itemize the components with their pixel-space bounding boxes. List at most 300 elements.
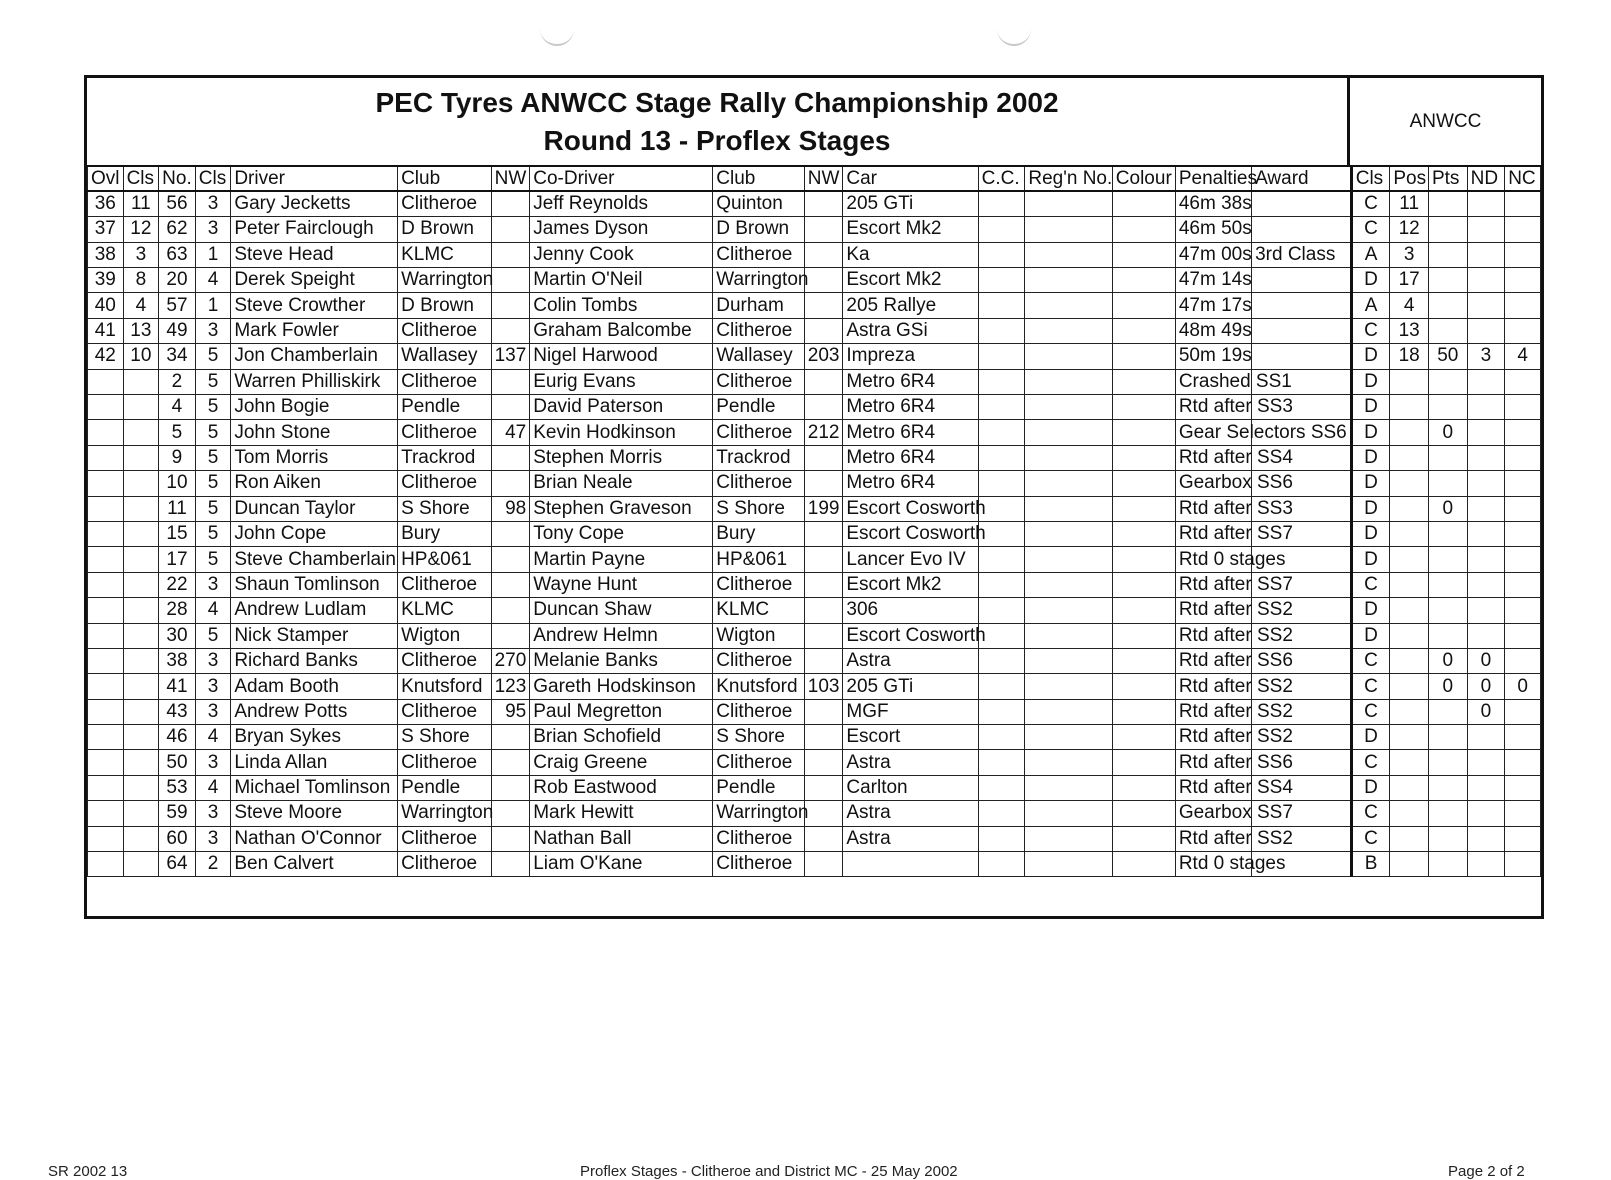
table-cell: Clitheroe xyxy=(398,852,492,877)
table-cell xyxy=(1112,521,1175,546)
table-cell xyxy=(1505,496,1541,521)
table-cell xyxy=(1390,623,1429,648)
table-cell: Steve Head xyxy=(231,242,398,267)
table-cell: 3 xyxy=(195,699,231,724)
table-cell xyxy=(1390,471,1429,496)
table-cell: 42 xyxy=(88,344,124,369)
table-cell: John Cope xyxy=(231,521,398,546)
table-cell: Clitheroe xyxy=(713,471,805,496)
column-header: Cls xyxy=(123,166,159,191)
table-cell xyxy=(123,572,159,597)
table-cell: Clitheroe xyxy=(398,750,492,775)
table-cell: Metro 6R4 xyxy=(843,471,978,496)
table-cell: S Shore xyxy=(713,725,805,750)
table-cell: Steve Crowther xyxy=(231,293,398,318)
table-cell: 205 GTi xyxy=(843,191,978,216)
table-cell xyxy=(1025,318,1112,343)
table-cell xyxy=(1025,547,1112,572)
table-cell xyxy=(1390,725,1429,750)
table-cell: 5 xyxy=(195,420,231,445)
table-cell: Knutsford xyxy=(713,674,805,699)
table-cell: 36 xyxy=(88,191,124,216)
table-cell: Rtd after SS7 xyxy=(1175,521,1251,546)
table-cell xyxy=(1505,623,1541,648)
table-cell: Linda Allan xyxy=(231,750,398,775)
table-cell: 306 xyxy=(843,598,978,623)
table-cell xyxy=(1467,852,1505,877)
table-cell: 15 xyxy=(159,521,196,546)
table-cell: Rtd after SS2 xyxy=(1175,699,1251,724)
table-cell: Astra xyxy=(843,801,978,826)
table-cell: 43 xyxy=(159,699,196,724)
table-cell xyxy=(1025,420,1112,445)
table-cell: 5 xyxy=(195,445,231,470)
table-cell: 3 xyxy=(195,801,231,826)
table-cell xyxy=(491,395,530,420)
table-cell: Metro 6R4 xyxy=(843,369,978,394)
table-cell xyxy=(88,648,124,673)
table-cell: 40 xyxy=(88,293,124,318)
table-cell xyxy=(1112,674,1175,699)
table-cell: Clitheroe xyxy=(398,191,492,216)
table-row xyxy=(88,750,1541,775)
table-cell: Carlton xyxy=(843,775,978,800)
table-cell xyxy=(1467,191,1505,216)
table-cell xyxy=(1112,217,1175,242)
column-header: Reg'n No. xyxy=(1025,166,1112,191)
table-cell: 5 xyxy=(195,623,231,648)
table-cell: 13 xyxy=(1390,318,1429,343)
table-cell: Brian Neale xyxy=(530,471,713,496)
table-cell: C xyxy=(1351,648,1390,673)
table-cell: Adam Booth xyxy=(231,674,398,699)
table-cell xyxy=(1112,268,1175,293)
table-cell: 0 xyxy=(1428,420,1467,445)
table-cell: Michael Tomlinson xyxy=(231,775,398,800)
table-cell: 47m 14s xyxy=(1175,268,1251,293)
table-cell xyxy=(88,420,124,445)
table-cell xyxy=(1467,445,1505,470)
table-row xyxy=(88,293,1541,318)
document-title: PEC Tyres ANWCC Stage Rally Championship 2002 xyxy=(375,87,1059,118)
column-header: Award xyxy=(1252,166,1352,191)
table-cell xyxy=(978,242,1025,267)
table-cell: Escort xyxy=(843,725,978,750)
table-cell: Rtd after SS2 xyxy=(1175,598,1251,623)
column-header: NW xyxy=(491,166,530,191)
table-cell: Clitheroe xyxy=(713,852,805,877)
table-cell xyxy=(804,521,843,546)
table-cell xyxy=(123,420,159,445)
table-cell xyxy=(804,445,843,470)
table-cell: Gear Selectors SS6 xyxy=(1175,420,1251,445)
table-cell: Rtd after SS3 xyxy=(1175,395,1251,420)
table-cell: A xyxy=(1351,242,1390,267)
table-cell: D xyxy=(1351,471,1390,496)
table-cell xyxy=(1467,496,1505,521)
table-cell: Craig Greene xyxy=(530,750,713,775)
table-cell xyxy=(1112,775,1175,800)
table-cell: 50 xyxy=(1428,344,1467,369)
table-cell: 123 xyxy=(491,674,530,699)
footer-right: Page 2 of 2 xyxy=(1448,1163,1525,1180)
table-cell: Metro 6R4 xyxy=(843,420,978,445)
table-cell: Escort Cosworth xyxy=(843,521,978,546)
table-cell xyxy=(1390,572,1429,597)
table-cell xyxy=(491,293,530,318)
table-cell xyxy=(978,572,1025,597)
table-cell xyxy=(1025,852,1112,877)
table-cell xyxy=(491,242,530,267)
table-cell xyxy=(804,623,843,648)
table-cell xyxy=(491,547,530,572)
table-cell: Astra xyxy=(843,648,978,673)
table-cell xyxy=(1467,598,1505,623)
table-cell: 137 xyxy=(491,344,530,369)
table-cell: Andrew Helmn xyxy=(530,623,713,648)
table-cell xyxy=(804,826,843,851)
table-cell: D xyxy=(1351,598,1390,623)
table-cell: HP&061 xyxy=(713,547,805,572)
table-cell: 0 xyxy=(1467,648,1505,673)
table-cell: D xyxy=(1351,496,1390,521)
table-row xyxy=(88,547,1541,572)
table-cell xyxy=(1025,826,1112,851)
table-cell: 212 xyxy=(804,420,843,445)
table-cell: Bryan Sykes xyxy=(231,725,398,750)
table-cell xyxy=(491,318,530,343)
table-cell xyxy=(1467,293,1505,318)
table-cell: 60 xyxy=(159,826,196,851)
document-subtitle: Round 13 - Proflex Stages xyxy=(543,125,891,156)
table-cell: 103 xyxy=(804,674,843,699)
table-cell: Ron Aiken xyxy=(231,471,398,496)
table-row xyxy=(88,445,1541,470)
table-cell xyxy=(804,471,843,496)
table-cell xyxy=(1505,521,1541,546)
table-cell: 3 xyxy=(195,750,231,775)
table-cell: Mark Hewitt xyxy=(530,801,713,826)
table-cell: 9 xyxy=(159,445,196,470)
table-cell xyxy=(1112,750,1175,775)
table-cell: 46m 50s xyxy=(1175,217,1251,242)
table-cell: 4 xyxy=(195,725,231,750)
table-cell xyxy=(88,496,124,521)
table-cell: Rtd after SS4 xyxy=(1175,445,1251,470)
table-cell xyxy=(1025,369,1112,394)
table-cell: S Shore xyxy=(398,725,492,750)
table-cell: 10 xyxy=(159,471,196,496)
table-cell xyxy=(1025,217,1112,242)
table-cell xyxy=(1467,826,1505,851)
table-cell xyxy=(1428,318,1467,343)
column-header: Pts xyxy=(1428,166,1467,191)
results-sheet xyxy=(84,75,1544,919)
table-cell xyxy=(1025,572,1112,597)
table-cell: Graham Balcombe xyxy=(530,318,713,343)
table-cell xyxy=(491,217,530,242)
table-cell: Clitheroe xyxy=(398,420,492,445)
punch-hole-left xyxy=(540,22,574,46)
table-cell xyxy=(1428,699,1467,724)
table-cell: Shaun Tomlinson xyxy=(231,572,398,597)
table-cell xyxy=(1112,471,1175,496)
table-cell: 3 xyxy=(1390,242,1429,267)
table-row xyxy=(88,395,1541,420)
table-cell: Wallasey xyxy=(398,344,492,369)
table-cell xyxy=(1505,318,1541,343)
table-cell xyxy=(1025,521,1112,546)
table-cell: 17 xyxy=(1390,268,1429,293)
table-cell xyxy=(1025,268,1112,293)
header-row xyxy=(88,166,1541,191)
table-cell: Rob Eastwood xyxy=(530,775,713,800)
table-cell xyxy=(1112,826,1175,851)
table-cell: Metro 6R4 xyxy=(843,445,978,470)
table-cell xyxy=(491,623,530,648)
table-row xyxy=(88,191,1541,216)
table-cell: Ben Calvert xyxy=(231,852,398,877)
table-cell xyxy=(491,445,530,470)
table-cell xyxy=(978,293,1025,318)
table-cell xyxy=(1390,801,1429,826)
table-cell: 3 xyxy=(1467,344,1505,369)
table-cell: Jon Chamberlain xyxy=(231,344,398,369)
table-cell xyxy=(804,598,843,623)
table-cell: Quinton xyxy=(713,191,805,216)
table-cell xyxy=(978,445,1025,470)
table-cell: Wallasey xyxy=(713,344,805,369)
table-cell xyxy=(1428,623,1467,648)
table-cell xyxy=(1390,521,1429,546)
table-cell: Bury xyxy=(398,521,492,546)
table-cell xyxy=(1428,217,1467,242)
table-cell xyxy=(804,801,843,826)
table-cell xyxy=(123,547,159,572)
table-cell: Clitheroe xyxy=(398,699,492,724)
table-cell: D xyxy=(1351,395,1390,420)
table-cell: Lancer Evo IV xyxy=(843,547,978,572)
table-cell: D xyxy=(1351,344,1390,369)
table-cell: Trackrod xyxy=(398,445,492,470)
table-cell xyxy=(978,826,1025,851)
table-cell xyxy=(1390,852,1429,877)
table-cell: Liam O'Kane xyxy=(530,852,713,877)
table-cell: 62 xyxy=(159,217,196,242)
table-cell xyxy=(804,750,843,775)
column-header: Co-Driver xyxy=(530,166,713,191)
table-cell: Mark Fowler xyxy=(231,318,398,343)
table-cell xyxy=(1390,496,1429,521)
table-cell: D xyxy=(1351,623,1390,648)
table-cell xyxy=(1428,445,1467,470)
table-cell xyxy=(804,725,843,750)
table-cell: Rtd 0 stages xyxy=(1175,852,1251,877)
table-cell: 38 xyxy=(88,242,124,267)
table-cell: 0 xyxy=(1428,496,1467,521)
table-cell: 12 xyxy=(123,217,159,242)
table-cell xyxy=(804,242,843,267)
column-header: ND xyxy=(1467,166,1505,191)
table-cell: 46 xyxy=(159,725,196,750)
table-row xyxy=(88,217,1541,242)
table-cell: 11 xyxy=(1390,191,1429,216)
table-cell: Derek Speight xyxy=(231,268,398,293)
table-cell: 46m 38s xyxy=(1175,191,1251,216)
table-cell: 2 xyxy=(159,369,196,394)
table-cell xyxy=(1428,598,1467,623)
table-cell xyxy=(1467,521,1505,546)
table-cell xyxy=(1025,674,1112,699)
table-cell xyxy=(804,369,843,394)
table-row xyxy=(88,344,1541,369)
table-cell xyxy=(978,750,1025,775)
table-cell: 205 Rallye xyxy=(843,293,978,318)
table-cell: Warrington xyxy=(713,801,805,826)
table-cell: Nathan Ball xyxy=(530,826,713,851)
table-cell xyxy=(1505,471,1541,496)
table-cell xyxy=(491,725,530,750)
table-cell: D xyxy=(1351,725,1390,750)
table-cell: 56 xyxy=(159,191,196,216)
column-header: NC xyxy=(1505,166,1541,191)
table-cell xyxy=(1025,344,1112,369)
table-cell: 8 xyxy=(123,268,159,293)
table-cell xyxy=(491,521,530,546)
table-cell: 11 xyxy=(123,191,159,216)
table-cell: 4 xyxy=(195,268,231,293)
table-cell: Warrington xyxy=(398,268,492,293)
table-cell xyxy=(1467,801,1505,826)
table-cell xyxy=(1505,242,1541,267)
table-cell: Duncan Shaw xyxy=(530,598,713,623)
table-cell xyxy=(1025,750,1112,775)
table-cell xyxy=(1505,369,1541,394)
table-cell: 0 xyxy=(1505,674,1541,699)
table-cell: Pendle xyxy=(713,395,805,420)
table-cell: 98 xyxy=(491,496,530,521)
table-cell xyxy=(123,648,159,673)
table-cell: 39 xyxy=(88,268,124,293)
table-cell: 18 xyxy=(1390,344,1429,369)
table-cell: Impreza xyxy=(843,344,978,369)
table-cell xyxy=(1467,395,1505,420)
table-cell xyxy=(1428,369,1467,394)
table-cell: 3 xyxy=(195,826,231,851)
table-cell xyxy=(123,801,159,826)
table-cell: Warren Philliskirk xyxy=(231,369,398,394)
table-cell: John Stone xyxy=(231,420,398,445)
table-cell: D Brown xyxy=(398,293,492,318)
table-cell xyxy=(88,369,124,394)
table-cell xyxy=(123,471,159,496)
table-cell: C xyxy=(1351,699,1390,724)
table-cell xyxy=(123,826,159,851)
table-cell: Astra xyxy=(843,750,978,775)
table-row xyxy=(88,572,1541,597)
table-cell xyxy=(1025,496,1112,521)
table-cell: Warrington xyxy=(713,268,805,293)
table-cell xyxy=(1112,395,1175,420)
table-cell: Clitheroe xyxy=(713,648,805,673)
table-cell: David Paterson xyxy=(530,395,713,420)
table-cell: Martin O'Neil xyxy=(530,268,713,293)
table-cell xyxy=(978,344,1025,369)
table-cell: 5 xyxy=(195,521,231,546)
table-cell xyxy=(491,775,530,800)
table-cell xyxy=(978,191,1025,216)
table-cell: Bury xyxy=(713,521,805,546)
table-cell: Peter Fairclough xyxy=(231,217,398,242)
table-cell xyxy=(1428,852,1467,877)
table-cell xyxy=(1505,293,1541,318)
table-cell: Clitheroe xyxy=(398,648,492,673)
table-cell xyxy=(1505,699,1541,724)
table-cell: Gary Jecketts xyxy=(231,191,398,216)
table-cell xyxy=(1390,648,1429,673)
table-cell: 205 GTi xyxy=(843,674,978,699)
table-cell: 0 xyxy=(1428,674,1467,699)
table-cell: John Bogie xyxy=(231,395,398,420)
table-cell: 0 xyxy=(1467,674,1505,699)
table-cell xyxy=(1252,191,1352,216)
column-header: Driver xyxy=(231,166,398,191)
table-cell xyxy=(1025,395,1112,420)
table-cell xyxy=(1505,420,1541,445)
table-cell xyxy=(1112,369,1175,394)
table-cell: 30 xyxy=(159,623,196,648)
table-cell: Clitheroe xyxy=(713,750,805,775)
table-cell: B xyxy=(1351,852,1390,877)
table-cell xyxy=(978,420,1025,445)
table-cell: Astra GSi xyxy=(843,318,978,343)
table-cell xyxy=(123,699,159,724)
table-cell xyxy=(123,445,159,470)
table-cell xyxy=(491,191,530,216)
table-cell xyxy=(1390,369,1429,394)
table-cell xyxy=(804,852,843,877)
table-cell: 50m 19s xyxy=(1175,344,1251,369)
table-cell: Metro 6R4 xyxy=(843,395,978,420)
table-cell xyxy=(1428,775,1467,800)
table-cell: Andrew Potts xyxy=(231,699,398,724)
table-cell: 0 xyxy=(1428,648,1467,673)
table-cell xyxy=(978,217,1025,242)
table-cell xyxy=(1428,191,1467,216)
table-cell: 4 xyxy=(159,395,196,420)
table-cell xyxy=(1112,598,1175,623)
table-cell xyxy=(1467,318,1505,343)
table-cell xyxy=(1025,471,1112,496)
table-cell: 11 xyxy=(159,496,196,521)
table-row xyxy=(88,268,1541,293)
table-cell xyxy=(978,699,1025,724)
table-cell: Escort Cosworth xyxy=(843,496,978,521)
table-cell xyxy=(1428,293,1467,318)
table-cell xyxy=(88,445,124,470)
table-cell xyxy=(1428,801,1467,826)
table-row xyxy=(88,420,1541,445)
table-cell xyxy=(804,572,843,597)
table-cell: 4 xyxy=(195,598,231,623)
table-cell xyxy=(1252,344,1352,369)
table-cell: Warrington xyxy=(398,801,492,826)
table-cell: D Brown xyxy=(713,217,805,242)
table-cell xyxy=(88,699,124,724)
table-cell: Wigton xyxy=(713,623,805,648)
table-cell: 5 xyxy=(195,471,231,496)
table-cell: D xyxy=(1351,775,1390,800)
